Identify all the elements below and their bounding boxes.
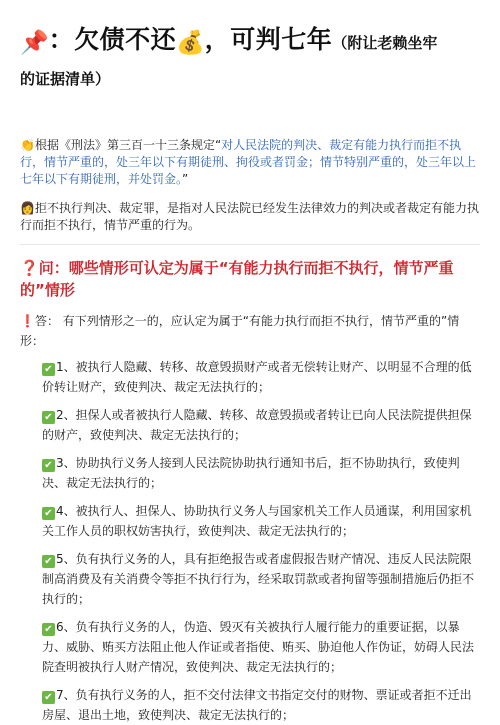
exclamation-icon: ❗: [20, 314, 35, 328]
check-mark-icon: ✔: [42, 623, 55, 636]
money-bag-icon: 💰: [176, 30, 205, 56]
list-item-text: 1、被执行人隐藏、转移、故意毁损财产或者无偿转让财产、以明显不合理的低价转让财产，致使判决、裁定无法执行的；: [42, 360, 472, 394]
law-suffix: ”: [182, 172, 189, 186]
law-quote: 对人民法院的判决、裁定有能力执行而拒不执行，情节严重的，处三年以下有期徒刑、拘役或者罚金；情节特别严重的，处三年以上七年以下有期徒刑，并处罚金。: [20, 138, 477, 186]
list-item-text: 7、负有执行义务的人，拒不交付法律文书指定交付的财物、票证或者拒不迁出房屋、退出土地，致使判决、裁定无法执行的；: [42, 688, 472, 722]
law-paragraph: [20, 137, 480, 188]
list-item-text: 5、负有执行义务的人，具有拒绝报告或者虚假报告财产情况、违反人民法院限制高消费及有关消费令等拒不执行行为，经采取罚款或者拘留等强制措施后仍拒不执行的；: [42, 552, 475, 606]
list-item: [42, 405, 480, 445]
situation-list: [20, 357, 480, 725]
list-item-text: 6、负有执行义务的人，伪造、毁灭有关被执行人履行能力的重要证据，以暴力、威胁、贿买方法阻止他人作证或者指使、贿买、胁迫他人作伪证，妨碍人民法院查明被执行人财产情况，致使判决、裁定无法执行的；: [42, 620, 475, 674]
check-mark-icon: ✔: [42, 555, 55, 568]
subtitle-open: （附让老赖坐牢: [332, 34, 438, 52]
list-item: [42, 501, 480, 541]
list-item: [42, 549, 480, 609]
definition-text: 拒不执行判决、裁定罪，是指对人民法院已经发生法律效力的判决或者裁定有能力执行而拒不执行，情节严重的行为。: [20, 201, 479, 232]
check-mark-icon: ✔: [42, 363, 55, 376]
answer-text: 答： 有下列情形之一的，应认定为属于“有能力执行而拒不执行，情节严重的”情形：: [20, 314, 460, 348]
check-mark-icon: ✔: [42, 507, 55, 520]
check-mark-icon: ✔: [42, 459, 55, 472]
list-item: [42, 453, 480, 493]
list-item-text: 4、被执行人、担保人、协助执行义务人与国家机关工作人员通谋，利用国家机关工作人员的职权妨害执行，致使判决、裁定无法执行的；: [42, 504, 472, 538]
question-text: 问：哪些情形可认定为属于“有能力执行而拒不执行，情节严重的”情形: [20, 259, 454, 299]
person-icon: 👩: [20, 201, 35, 215]
list-item-text: 3、协助执行义务人接到人民法院协助执行通知书后，拒不协助执行，致使判决、裁定无法执行的；: [42, 456, 460, 490]
question-heading: [20, 257, 480, 301]
title-part-2: ，可判七年: [204, 25, 333, 54]
definition-paragraph: [20, 200, 480, 234]
list-item: [42, 685, 480, 725]
list-item: [42, 617, 480, 677]
question-mark-icon: ❓: [20, 259, 39, 277]
subtitle-close: 的证据清单）: [20, 70, 111, 88]
answer-intro: [20, 311, 480, 351]
list-item: [42, 357, 480, 397]
list-item-text: 2、担保人或者被执行人隐藏、转移、故意毁损或者转让已向人民法院提供担保的财产，致使判决、裁定无法执行的；: [42, 408, 472, 442]
law-prefix: 根据《刑法》第三百一十三条规定“: [34, 138, 222, 152]
clapping-hands-icon: 👏: [20, 138, 35, 152]
page-title: [20, 0, 480, 97]
section-divider: [20, 244, 480, 245]
check-mark-icon: ✔: [42, 411, 55, 424]
check-mark-icon: ✔: [42, 691, 55, 704]
title-part-1: ：欠债不还: [48, 25, 177, 54]
pushpin-icon: 📌: [20, 30, 49, 56]
